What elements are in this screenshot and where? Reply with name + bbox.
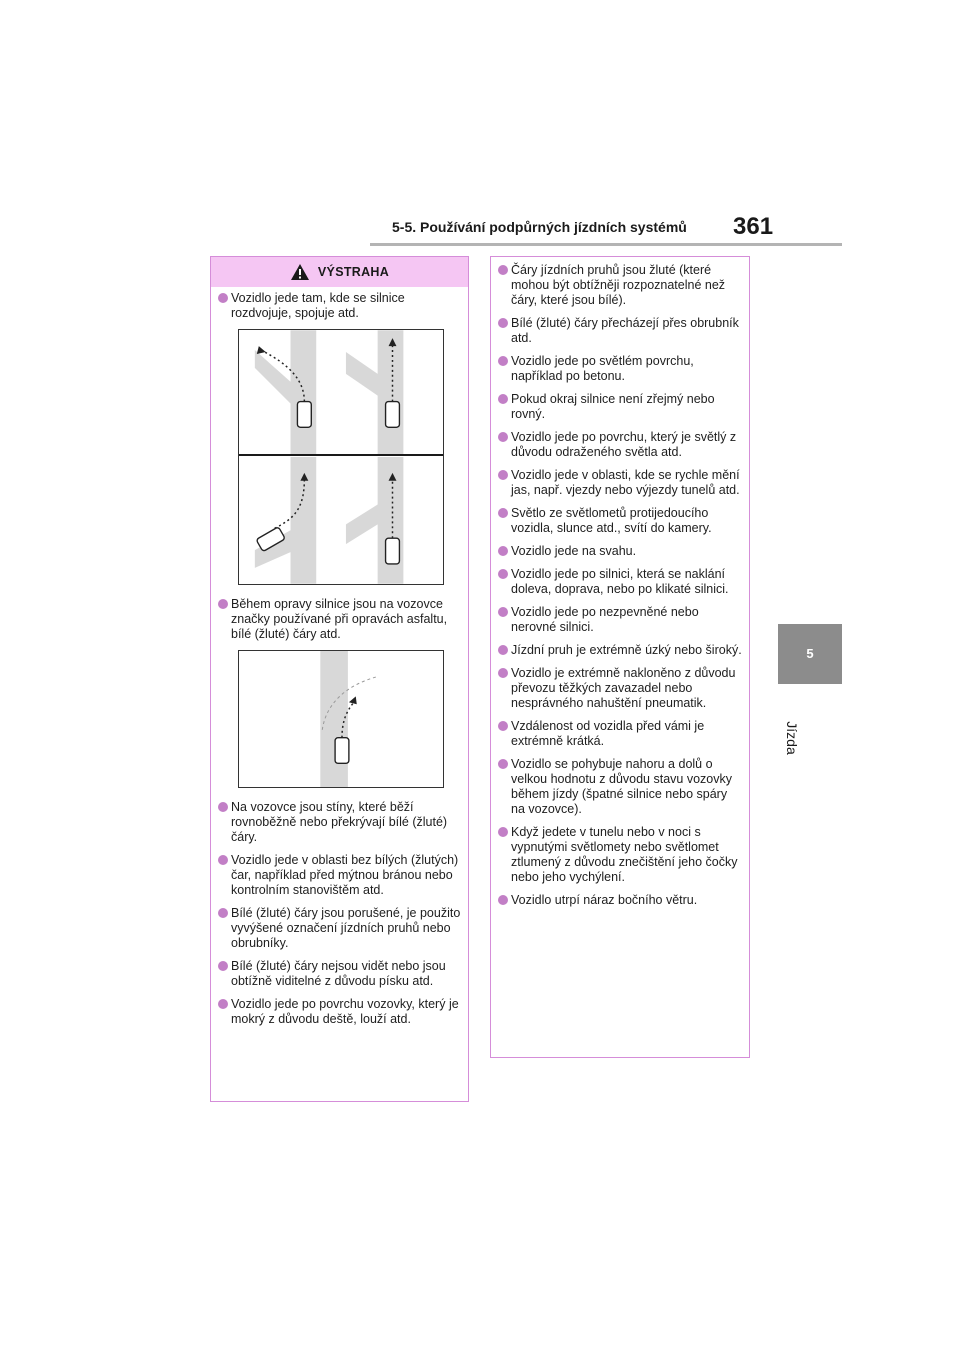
bullet-icon <box>498 645 508 655</box>
list-item <box>498 430 743 460</box>
bullet-icon <box>498 895 508 905</box>
list-item <box>498 392 743 422</box>
list-item <box>498 666 743 711</box>
bullet-icon <box>498 265 508 275</box>
condition-item-text: Vozidlo jede po silnici, která se naklání doleva, doprava, nebo po klikaté silnici. <box>511 567 729 596</box>
condition-item-text: Vozidlo se pohybuje nahoru a dolů o velkou hodnotu z důvodu stavu vozovky během jízdy (špatné silnice nebo spáry na vozovce). <box>511 757 732 816</box>
list-item <box>218 291 461 321</box>
bullet-icon <box>498 721 508 731</box>
condition-item-text: Když jedete v tunelu nebo v noci s vypnutými světlomety nebo světlomet ztlumený z důvodu znečištění jeho čočky nebo jeho vychýlení. <box>511 825 738 884</box>
bullet-icon <box>498 569 508 579</box>
bullet-icon <box>218 999 228 1009</box>
chapter-tab: 5 <box>778 624 842 684</box>
condition-item-text: Vozidlo jede na svahu. <box>511 544 637 558</box>
bullet-icon <box>218 802 228 812</box>
warning-triangle-icon <box>290 263 310 281</box>
list-item <box>218 800 461 845</box>
warning-item-text: Vozidlo jede v oblasti bez bílých (žlutých) čar, například před mýtnou bránou nebo kontrolním stanovištěm atd. <box>231 853 459 897</box>
section-title: 5-5. Používání podpůrných jízdních systémů <box>392 219 687 235</box>
list-item <box>498 544 743 559</box>
bullet-icon <box>498 607 508 617</box>
condition-item-text: Bílé (žluté) čáry přecházejí přes obrubník atd. <box>511 316 739 345</box>
warning-title: VÝSTRAHA <box>317 265 390 279</box>
list-item <box>498 468 743 498</box>
header-divider <box>370 243 842 246</box>
list-item <box>218 959 461 989</box>
bullet-icon <box>498 356 508 366</box>
list-item <box>498 643 743 658</box>
warning-item-text: Bílé (žluté) čáry jsou porušené, je použito vyvýšené označení jízdních pruhů nebo obrubníky. <box>231 906 461 950</box>
conditions-list <box>498 263 743 908</box>
conditions-box <box>490 256 750 1058</box>
warning-item-text: Během opravy silnice jsou na vozovce značky používané při opravách asfaltu, bílé (žluté) čáry atd. <box>231 597 448 641</box>
bullet-icon <box>498 394 508 404</box>
warning-list-b <box>218 597 461 642</box>
chapter-label: Jízda <box>784 721 800 755</box>
bullet-icon <box>218 908 228 918</box>
condition-item-text: Světlo ze světlometů protijedoucího vozidla, slunce atd., svítí do kamery. <box>511 506 712 535</box>
bullet-icon <box>498 827 508 837</box>
condition-item-text: Vzdálenost od vozidla před vámi je extrémně krátká. <box>511 719 705 748</box>
condition-item-text: Vozidlo je extrémně nakloněno z důvodu převozu těžkých zavazadel nebo nesprávného nahuštění pneumatik. <box>511 666 736 710</box>
list-item <box>498 825 743 885</box>
list-item <box>498 263 743 308</box>
warning-list-c <box>218 800 461 1027</box>
warning-list-a <box>218 291 461 321</box>
list-item <box>498 893 743 908</box>
condition-item-text: Vozidlo jede po nezpevněné nebo nerovné silnici. <box>511 605 699 634</box>
condition-item-text: Vozidlo jede po světlém povrchu, například po betonu. <box>511 354 694 383</box>
warning-item-text: Na vozovce jsou stíny, které běží rovnoběžně nebo překrývají bílé (žluté) čáry. <box>231 800 448 844</box>
condition-item-text: Čáry jízdních pruhů jsou žluté (které mohou být obtížněji rozpoznatelné než čáry, které jsou bílé). <box>511 263 726 307</box>
list-item <box>498 316 743 346</box>
bullet-icon <box>218 961 228 971</box>
list-item <box>218 997 461 1027</box>
warning-box <box>210 256 469 1102</box>
list-item <box>218 597 461 642</box>
bullet-icon <box>218 855 228 865</box>
condition-item-text: Vozidlo jede v oblasti, kde se rychle mění jas, např. vjezdy nebo výjezdy tunelů atd. <box>511 468 740 497</box>
bullet-icon <box>218 599 228 609</box>
list-item <box>498 567 743 597</box>
condition-item-text: Vozidlo jede po povrchu, který je světlý z důvodu odraženého světla atd. <box>511 430 737 459</box>
warning-item-text: Vozidlo jede po povrchu vozovky, který je mokrý z důvodu deště, louží atd. <box>231 997 459 1026</box>
warning-item-text: Vozidlo jede tam, kde se silnice rozdvojuje, spojuje atd. <box>231 291 405 320</box>
list-item <box>498 605 743 635</box>
list-item <box>498 506 743 536</box>
bullet-icon <box>498 432 508 442</box>
bullet-icon <box>498 318 508 328</box>
road-fork-merge-figure <box>238 329 444 585</box>
condition-item-text: Pokud okraj silnice není zřejmý nebo rovný. <box>511 392 715 421</box>
warning-body <box>211 287 468 1027</box>
bullet-icon <box>498 470 508 480</box>
list-item <box>498 719 743 749</box>
bullet-icon <box>218 293 228 303</box>
bullet-icon <box>498 546 508 556</box>
warning-header <box>211 257 468 287</box>
bullet-icon <box>498 759 508 769</box>
list-item <box>218 853 461 898</box>
condition-item-text: Vozidlo utrpí náraz bočního větru. <box>511 893 698 907</box>
bullet-icon <box>498 668 508 678</box>
list-item <box>498 354 743 384</box>
list-item <box>218 906 461 951</box>
warning-item-text: Bílé (žluté) čáry nejsou vidět nebo jsou obtížně viditelné z důvodu písku atd. <box>231 959 446 988</box>
road-repair-marks-figure <box>238 650 444 788</box>
bullet-icon <box>498 508 508 518</box>
condition-item-text: Jízdní pruh je extrémně úzký nebo široký. <box>511 643 742 657</box>
page-number: 361 <box>733 213 774 240</box>
list-item <box>498 757 743 817</box>
